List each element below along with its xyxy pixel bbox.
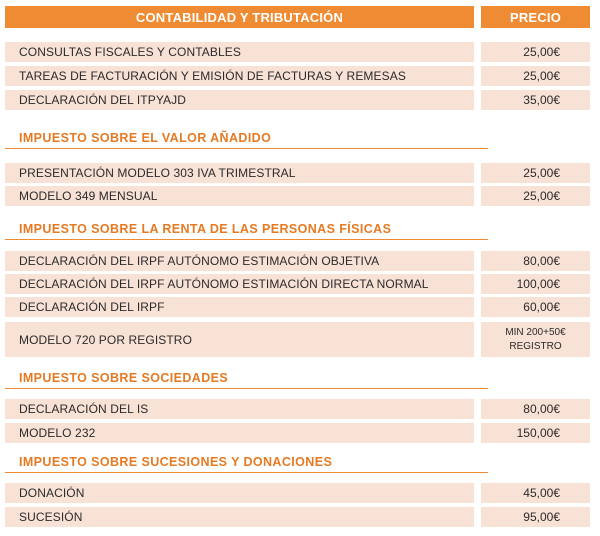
table-row (5, 90, 590, 110)
table-row (5, 483, 590, 503)
section-title-irpf (5, 221, 488, 240)
section-title-text: IMPUESTO SOBRE EL VALOR AÑADIDO (19, 131, 272, 145)
row-label: DECLARACIÓN DEL IRPF (5, 297, 474, 317)
row-label: DECLARACIÓN DEL ITPYAJD (5, 90, 474, 110)
row-price: 95,00€ (481, 507, 590, 527)
section-title-text: IMPUESTO SOBRE LA RENTA DE LAS PERSONAS FÍSICAS (19, 222, 392, 236)
row-price: 25,00€ (481, 186, 590, 206)
table-row (5, 274, 590, 294)
table-row (5, 399, 590, 419)
table-row (5, 322, 590, 357)
row-label: MODELO 232 (5, 423, 474, 443)
table-row (5, 251, 590, 271)
section-title-sociedades (5, 370, 488, 389)
row-label: CONSULTAS FISCALES Y CONTABLES (5, 42, 474, 62)
row-price: 100,00€ (481, 274, 590, 294)
row-label: DECLARACIÓN DEL IS (5, 399, 474, 419)
section-title-text: IMPUESTO SOBRE SOCIEDADES (19, 371, 229, 385)
row-label: DECLARACIÓN DEL IRPF AUTÓNOMO ESTIMACIÓN OBJETIVA (5, 251, 474, 271)
table-row (5, 297, 590, 317)
price-line-1: MIN 200+50€ (505, 326, 566, 338)
row-label: DONACIÓN (5, 483, 474, 503)
row-label: MODELO 349 MENSUAL (5, 186, 474, 206)
table-row (5, 66, 590, 86)
row-price: 150,00€ (481, 423, 590, 443)
row-price: 25,00€ (481, 66, 590, 86)
row-label: MODELO 720 POR REGISTRO (5, 322, 474, 357)
row-price: 80,00€ (481, 399, 590, 419)
table-row (5, 507, 590, 527)
row-price: 25,00€ (481, 42, 590, 62)
header-price: PRECIO (481, 6, 590, 28)
section-title-iva (5, 130, 488, 149)
row-price (481, 322, 590, 357)
price-line-2: REGISTRO (509, 340, 562, 352)
row-label: DECLARACIÓN DEL IRPF AUTÓNOMO ESTIMACIÓN DIRECTA NORMAL (5, 274, 474, 294)
section-title-sucesiones (5, 454, 488, 473)
row-label: TAREAS DE FACTURACIÓN Y EMISIÓN DE FACTURAS Y REMESAS (5, 66, 474, 86)
row-price: 45,00€ (481, 483, 590, 503)
row-price: 60,00€ (481, 297, 590, 317)
table-row (5, 423, 590, 443)
row-label: SUCESIÓN (5, 507, 474, 527)
table-row (5, 163, 590, 183)
header-service: CONTABILIDAD Y TRIBUTACIÓN (5, 6, 474, 28)
table-row (5, 186, 590, 206)
row-price: 25,00€ (481, 163, 590, 183)
row-price: 35,00€ (481, 90, 590, 110)
row-label: PRESENTACIÓN MODELO 303 IVA TRIMESTRAL (5, 163, 474, 183)
table-row (5, 42, 590, 62)
row-price: 80,00€ (481, 251, 590, 271)
section-title-text: IMPUESTO SOBRE SUCESIONES Y DONACIONES (19, 455, 333, 469)
